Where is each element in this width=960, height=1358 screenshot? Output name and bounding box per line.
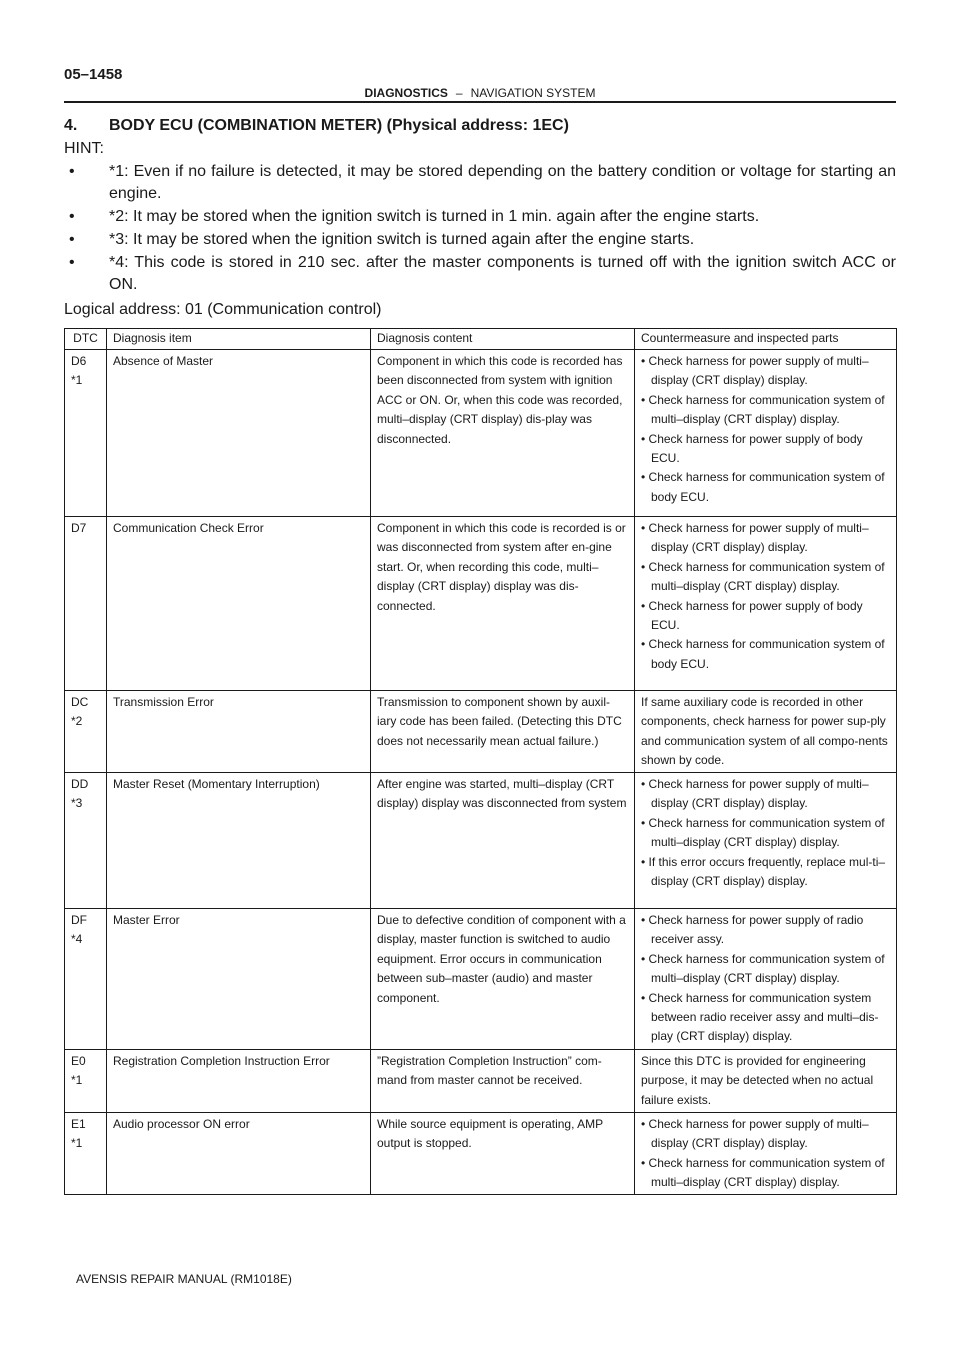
- countermeasure-item: • Check harness for power supply of multi– display (CRT display) display.: [641, 354, 869, 388]
- dtc-cell: [65, 350, 107, 517]
- dtc-code: DF: [71, 913, 87, 927]
- countermeasure-item: • Check harness for power supply of radio receiver assy.: [641, 913, 864, 947]
- table-row: [65, 517, 897, 691]
- hint-text: *1: Even if no failure is detected, it may be stored depending on the battery condition or voltage for starting an engine.: [109, 163, 896, 202]
- header-diagnosis-content: Diagnosis content: [371, 329, 635, 350]
- bullet-icon: •: [69, 163, 75, 180]
- heading-number: 4.: [64, 117, 78, 134]
- dtc-code: E0: [71, 1054, 86, 1068]
- bullet-icon: •: [69, 254, 75, 271]
- header-diagnosis-item: Diagnosis item: [107, 329, 371, 350]
- countermeasure-item: • Check harness for communication system of body ECU.: [641, 470, 885, 504]
- footer-manual-title: AVENSIS REPAIR MANUAL (RM1018E): [76, 1272, 292, 1286]
- diagnosis-item: Master Reset (Momentary Interruption): [107, 773, 371, 909]
- diagnosis-item: Absence of Master: [107, 350, 371, 517]
- diagnosis-item: Registration Completion Instruction Error: [107, 1050, 371, 1113]
- diagnosis-content: Due to defective condition of component with a display, master function is switched to audio equipment. Error occurs in communication between sub–master (audio) and master component.: [371, 909, 635, 1050]
- countermeasure-item: • Check harness for power supply of multi– display (CRT display) display.: [641, 521, 869, 555]
- countermeasure-item: • Check harness for communication system of multi–display (CRT display) display.: [641, 1155, 885, 1190]
- diagnosis-content: After engine was started, multi–display (CRT display) display was disconnected from system: [371, 773, 635, 909]
- dtc-cell: [65, 1050, 107, 1113]
- heading-title: BODY ECU (COMBINATION METER) (Physical address: 1EC): [109, 117, 569, 134]
- hint-label: HINT:: [64, 140, 104, 157]
- countermeasure-cell: [635, 517, 897, 691]
- diagnosis-content: Transmission to component shown by auxil-iary code has been failed. (Detecting this DTC does not necessarily mean actual failure.): [371, 691, 635, 773]
- hint-text: *3: It may be stored when the ignition switch is turned again after the engine starts.: [109, 231, 695, 248]
- countermeasure-item: • Check harness for communication system of multi–display (CRT display) display.: [641, 815, 885, 850]
- section-title: DIAGNOSTICS: [364, 86, 448, 100]
- hint-item: [64, 206, 896, 228]
- hint-item: [64, 229, 896, 251]
- dtc-code: DC: [71, 695, 89, 709]
- countermeasure-item: • Check harness for communication system of multi–display (CRT display) display.: [641, 559, 885, 594]
- bullet-icon: •: [69, 231, 75, 248]
- dtc-note: *1: [71, 1136, 83, 1151]
- countermeasure-cell: [635, 1113, 897, 1195]
- dtc-note: *3: [71, 796, 83, 811]
- table-row: [65, 1050, 897, 1113]
- diagnosis-item: Transmission Error: [107, 691, 371, 773]
- diagnosis-content: Component in which this code is recorded has been disconnected from system with ignition ACC or ON. Or, when this code was recorded, multi–display (CRT display) dis-play was disconnected.: [371, 350, 635, 517]
- countermeasure-cell: [635, 1050, 897, 1113]
- dtc-cell: [65, 909, 107, 1050]
- hint-text: *2: It may be stored when the ignition switch is turned in 1 min. again after the engine starts.: [109, 208, 760, 225]
- logical-address: Logical address: 01 (Communication control): [64, 301, 382, 318]
- table-header-row: [65, 329, 897, 350]
- page-number: 05–1458: [64, 66, 123, 83]
- subsection-title: NAVIGATION SYSTEM: [470, 86, 596, 100]
- diagnosis-content: ”Registration Completion Instruction” com-mand from master cannot be received.: [371, 1050, 635, 1113]
- section-heading: [64, 117, 569, 135]
- countermeasure-item: • Check harness for power supply of multi– display (CRT display) display.: [641, 1117, 869, 1151]
- table-row: [65, 909, 897, 1050]
- countermeasure-cell: [635, 691, 897, 773]
- diagnosis-item: Communication Check Error: [107, 517, 371, 691]
- countermeasure-item: • Check harness for communication system of body ECU.: [641, 637, 885, 671]
- dtc-cell: [65, 1113, 107, 1195]
- countermeasure-item: • Check harness for power supply of multi– display (CRT display) display.: [641, 777, 869, 811]
- countermeasure-cell: [635, 773, 897, 909]
- header-separator: –: [455, 86, 463, 100]
- header-rule: [64, 101, 896, 103]
- countermeasure-cell: [635, 350, 897, 517]
- countermeasure-item: • If this error occurs frequently, replace mul-ti–display (CRT display) display.: [641, 854, 886, 889]
- dtc-note: *4: [71, 932, 83, 947]
- dtc-code: D6: [71, 354, 87, 368]
- diagnosis-item: Audio processor ON error: [107, 1113, 371, 1195]
- diagnosis-content: Component in which this code is recorded is or was disconnected from system after en-gine start. Or, when recording this code, multi–display (CRT display) display was dis-connected.: [371, 517, 635, 691]
- dtc-note: *2: [71, 714, 83, 729]
- countermeasure-item: • Check harness for communication system of multi–display (CRT display) display.: [641, 392, 885, 427]
- dtc-code: DD: [71, 777, 89, 791]
- bullet-icon: •: [69, 208, 75, 225]
- countermeasure-item: • Check harness for communication system between radio receiver assy and multi–dis-play (CRT display) display.: [641, 990, 879, 1044]
- countermeasure-item: • Check harness for communication system of multi–display (CRT display) display.: [641, 951, 885, 986]
- dtc-cell: [65, 691, 107, 773]
- countermeasure-item: Since this DTC is provided for engineering purpose, it may be detected when no actual failure exists.: [641, 1054, 874, 1107]
- dtc-code: D7: [71, 521, 87, 535]
- hint-text: *4: This code is stored in 210 sec. after the master components is turned off with the ignition switch ACC or ON.: [109, 254, 896, 293]
- countermeasure-item: If same auxiliary code is recorded in other components, check harness for power sup-ply and communication system of all compo-nents shown by code.: [641, 695, 888, 768]
- header-dtc: DTC: [65, 329, 107, 350]
- diagnosis-content: While source equipment is operating, AMP output is stopped.: [371, 1113, 635, 1195]
- countermeasure-item: • Check harness for power supply of body ECU.: [641, 431, 863, 466]
- table-row: [65, 773, 897, 909]
- countermeasure-cell: [635, 909, 897, 1050]
- dtc-note: *1: [71, 373, 83, 388]
- dtc-note: *1: [71, 1073, 83, 1088]
- header-countermeasure: Countermeasure and inspected parts: [635, 329, 897, 350]
- dtc-code: E1: [71, 1117, 86, 1131]
- table-row: [65, 1113, 897, 1195]
- dtc-cell: [65, 773, 107, 909]
- hint-item: [64, 252, 896, 296]
- diagnosis-item: Master Error: [107, 909, 371, 1050]
- dtc-table: [64, 328, 897, 1195]
- countermeasure-item: • Check harness for power supply of body ECU.: [641, 598, 863, 633]
- table-row: [65, 691, 897, 773]
- hint-list: [64, 161, 896, 297]
- table-row: [65, 350, 897, 517]
- dtc-cell: [65, 517, 107, 691]
- hint-item: [64, 161, 896, 205]
- running-header: [0, 86, 960, 100]
